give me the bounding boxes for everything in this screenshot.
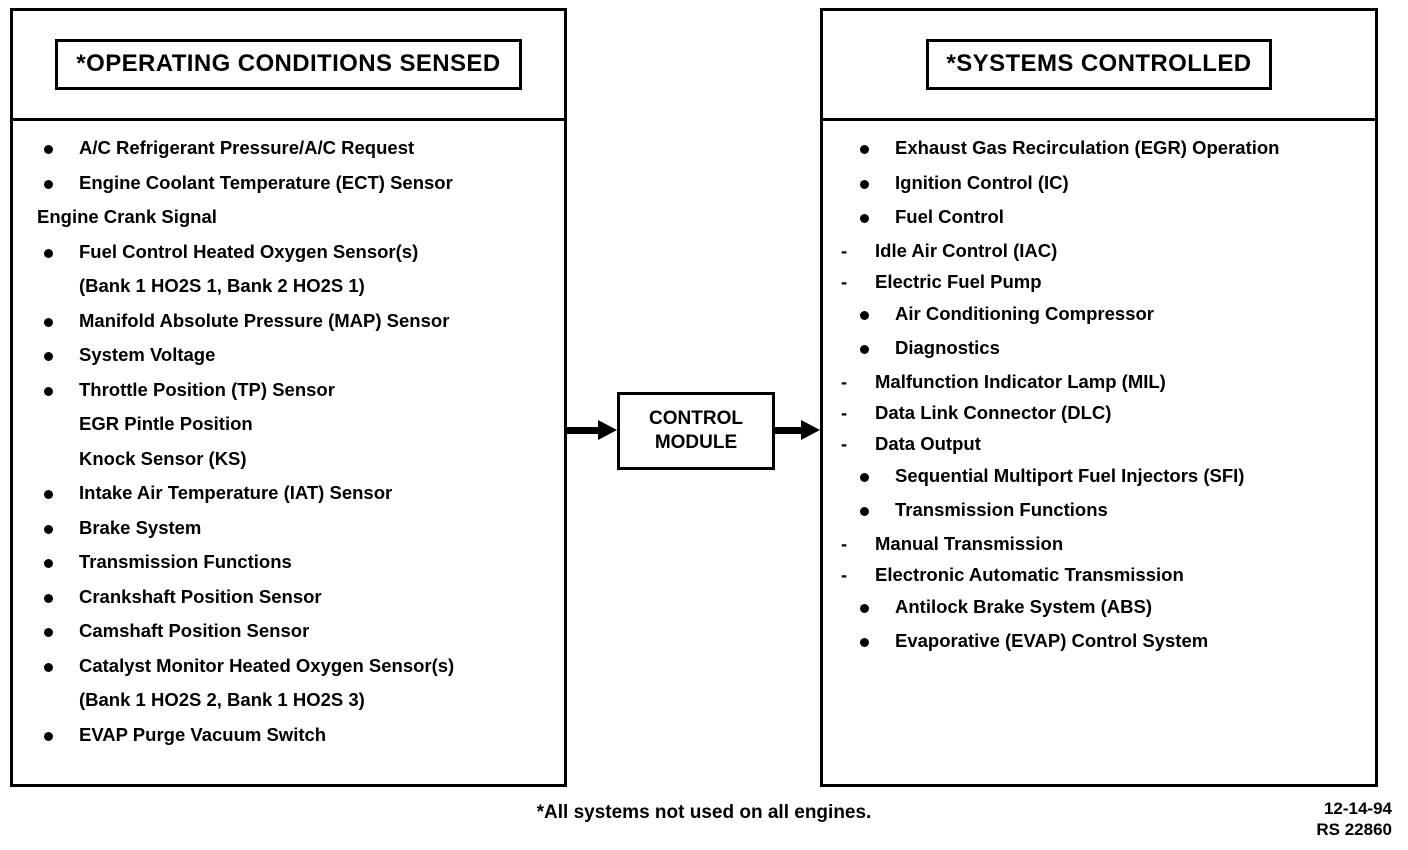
sub-list xyxy=(823,366,1375,459)
list-item-label: Air Conditioning Compressor xyxy=(895,302,1154,324)
list-item-label: Fuel Control xyxy=(895,206,1004,227)
systems-controlled-panel xyxy=(820,8,1378,787)
sub-list-item: - Data Output xyxy=(823,428,1375,459)
list-item xyxy=(823,200,1375,235)
list-item xyxy=(823,297,1375,332)
list-item xyxy=(823,624,1375,659)
list-item: Throttle Position (TP) Sensor xyxy=(13,373,564,408)
footnote: *All systems not used on all engines. xyxy=(536,802,872,823)
list-item: EGR Pintle Position xyxy=(79,413,253,434)
list-item xyxy=(823,131,1375,166)
control-module-line-1: CONTROL xyxy=(649,408,743,429)
list-item: Transmission Functions xyxy=(13,545,564,580)
sub-list-item: - Malfunction Indicator Lamp (MIL) xyxy=(823,366,1375,397)
list-item-label: Ignition Control (IC) xyxy=(895,171,1069,193)
list-item-label: Sequential Multiport Fuel Injectors (SFI) xyxy=(895,464,1245,486)
list-item: Intake Air Temperature (IAT) Sensor xyxy=(13,476,564,511)
list-item: Fuel Control Heated Oxygen Sensor(s) xyxy=(13,235,564,270)
sub-list-item: - Electronic Automatic Transmission xyxy=(823,559,1375,590)
operating-conditions-list xyxy=(13,131,564,752)
list-item-label: Diagnostics xyxy=(895,337,1000,358)
sub-list xyxy=(823,528,1375,590)
list-item xyxy=(823,331,1375,366)
list-item xyxy=(823,590,1375,625)
list-item: Manifold Absolute Pressure (MAP) Sensor xyxy=(13,304,564,339)
list-item: System Voltage xyxy=(13,338,564,373)
sub-list-item: - Data Link Connector (DLC) xyxy=(823,397,1375,428)
list-item: (Bank 1 HO2S 2, Bank 1 HO2S 3) xyxy=(79,689,365,710)
list-item: Engine Coolant Temperature (ECT) Sensor xyxy=(13,166,564,201)
list-item xyxy=(823,493,1375,528)
left-panel-header xyxy=(13,11,564,121)
control-module-box xyxy=(617,392,775,470)
sub-list-wrapper xyxy=(823,235,1375,297)
list-item: A/C Refrigerant Pressure/A/C Request xyxy=(13,131,564,166)
sub-list xyxy=(823,235,1375,297)
right-panel-header xyxy=(823,11,1375,121)
sub-list-wrapper xyxy=(823,366,1375,459)
list-item-label: Antilock Brake System (ABS) xyxy=(895,595,1153,617)
list-item-label: Exhaust Gas Recirculation (EGR) Operation xyxy=(895,137,1280,158)
sub-list-wrapper xyxy=(823,528,1375,590)
document-date: 12-14-94 xyxy=(1323,799,1392,818)
list-item-label: Transmission Functions xyxy=(895,499,1108,520)
right-panel-body xyxy=(823,121,1375,659)
left-panel-title: *OPERATING CONDITIONS SENSED xyxy=(55,39,521,90)
sub-list-item: - Idle Air Control (IAC) xyxy=(823,235,1375,266)
sub-list-item: - Manual Transmission xyxy=(823,528,1375,559)
control-module-line-2: MODULE xyxy=(654,432,738,453)
list-item: Camshaft Position Sensor xyxy=(13,614,564,649)
list-item-label: Evaporative (EVAP) Control System xyxy=(895,630,1209,651)
list-item: Knock Sensor (KS) xyxy=(79,447,247,469)
list-item xyxy=(823,166,1375,201)
sub-list-item: - Electric Fuel Pump xyxy=(823,266,1375,297)
list-item: Brake System xyxy=(13,511,564,546)
list-item: Crankshaft Position Sensor xyxy=(13,580,564,615)
document-reference xyxy=(1316,798,1392,840)
document-number: RS 22860 xyxy=(1316,820,1392,839)
operating-conditions-panel xyxy=(10,8,567,787)
list-item: Engine Crank Signal xyxy=(37,206,217,227)
list-item xyxy=(823,459,1375,494)
list-item: Catalyst Monitor Heated Oxygen Sensor(s) xyxy=(13,649,564,684)
left-panel-body xyxy=(13,121,564,752)
right-panel-title: *SYSTEMS CONTROLLED xyxy=(926,39,1273,90)
list-item: EVAP Purge Vacuum Switch xyxy=(13,718,564,753)
list-item: (Bank 1 HO2S 1, Bank 2 HO2S 1) xyxy=(79,275,365,296)
systems-controlled-list xyxy=(823,131,1375,659)
